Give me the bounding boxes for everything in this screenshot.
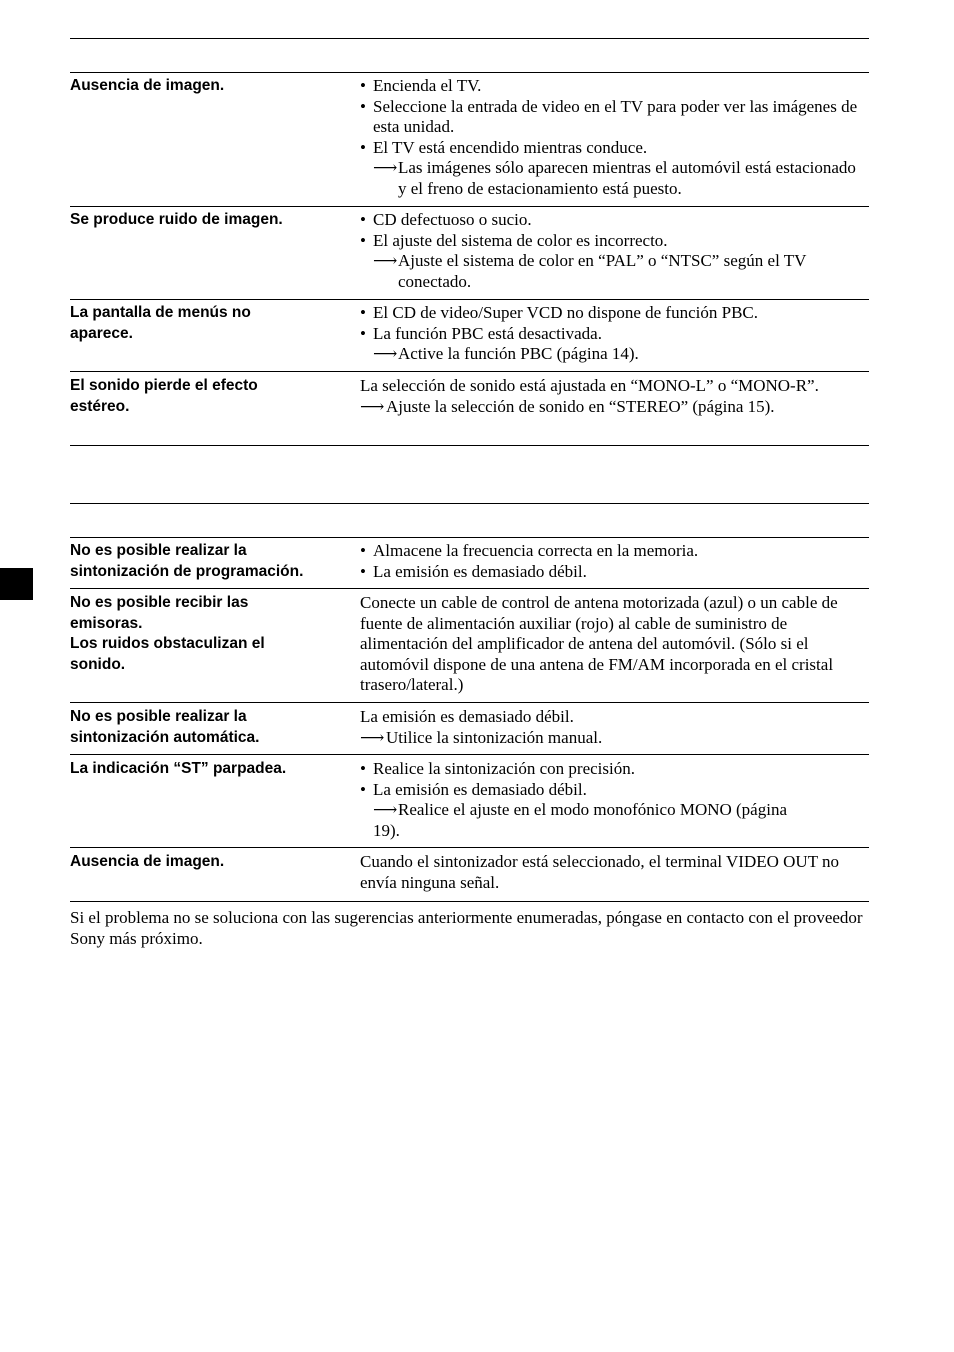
solution-text: Cuando el sintonizador está seleccionado, el terminal VIDEO OUT no envía ninguna señal. [360,852,840,892]
footer-note: Si el problema no se soluciona con las sugerencias anteriormente enumeradas, póngase en contacto con el proveedor Sony más próximo. [70,908,863,948]
remedy-item: ⟶ Ajuste la selección de sonido en “STEREO” (página 15). [360,396,775,416]
row-divider [70,206,869,207]
section-top-rule [70,503,869,504]
solution-cell [360,759,865,841]
row-divider [70,445,869,446]
list-item: • Realice la sintonización con precisión. [360,759,635,778]
list-item: • La emisión es demasiado débil. [360,779,587,799]
row-divider [70,847,869,848]
row-divider [70,371,869,372]
list-item: • La función PBC está desactivada. [360,323,602,343]
bullet-icon: • [360,759,366,778]
problem-label: La pantalla de menús no aparece. [70,304,251,342]
list-item: • El ajuste del sistema de color es incorrecto. [360,230,668,250]
row-divider [70,754,869,755]
solution-cell [360,707,865,748]
problem-label: El sonido pierde el efecto estéreo. [70,377,258,415]
solution-text: La emisión es demasiado débil. [360,707,574,726]
bullet-icon: • [360,779,366,799]
remedy-item: ⟶ Active la función PBC (página 14). [373,344,639,364]
solution-cell [360,303,865,365]
arrow-right-icon: ⟶ [373,800,398,820]
row-divider [70,901,869,902]
problem-label: Se produce ruido de imagen. [70,211,283,228]
arrow-right-icon: ⟶ [360,727,385,747]
list-item: • CD defectuoso o sucio. [360,210,532,229]
arrow-right-icon: ⟶ [360,396,385,416]
list-item: • La emisión es demasiado débil. [360,561,587,581]
solution-cell [360,593,865,696]
solution-cell [360,210,865,292]
solution-text: Conecte un cable de control de antena motorizada (azul) o un cable de fuente de alimentación auxiliar (rojo) al cable de suministro de alimentación del amplificador de antena del automóvil. (Sólo si el automóvil dispone de una antena de FM/AM incorporada en el cristal trasero/lateral.) [360,593,838,695]
list-item: • El TV está encendido mientras conduce. [360,137,648,157]
solution-cell [360,76,865,200]
remedy-item: ⟶ Ajuste el sistema de color en “PAL” o “NTSC” según el TV conectado. [373,251,807,291]
bullet-icon: • [360,303,366,322]
section-top-rule [70,38,869,39]
arrow-right-icon: ⟶ [373,344,398,364]
row-divider [70,702,869,703]
bullet-icon: • [360,561,366,581]
table-header-rule [70,72,869,73]
solution-cell [360,852,865,893]
bullet-icon: • [360,230,366,250]
remedy-item: ⟶ Las imágenes sólo aparecen mientras el automóvil está estacionado y el freno de estacionamiento está puesto. [373,158,856,198]
problem-label: No es posible recibir las emisoras. Los ruidos obstaculizan el sonido. [70,594,265,673]
solution-cell [360,376,865,417]
arrow-right-icon: ⟶ [373,158,398,178]
row-divider [70,588,869,589]
list-item: • Seleccione la entrada de video en el TV para poder ver las imágenes de esta unidad. [360,96,858,137]
arrow-right-icon: ⟶ [373,251,398,271]
problem-label: No es posible realizar la sintonización automática. [70,708,260,746]
problem-label: Ausencia de imagen. [70,77,225,94]
list-item: • Encienda el TV. [360,76,482,95]
bullet-icon: • [360,323,366,343]
problem-label: La indicación “ST” parpadea. [70,760,287,777]
table-header-rule [70,537,869,538]
bullet-icon: • [360,541,366,560]
row-divider [70,299,869,300]
problem-label: No es posible realizar la sintonización de programación. [70,542,304,580]
list-item: • Almacene la frecuencia correcta en la memoria. [360,541,699,560]
bullet-icon: • [360,210,366,229]
bullet-icon: • [360,76,366,95]
remedy-item: ⟶ Utilice la sintonización manual. [360,727,603,747]
remedy-item: ⟶ Realice el ajuste en el modo monofónico MONO (página 19). [373,800,787,840]
bullet-icon: • [360,137,366,157]
solution-text: La selección de sonido está ajustada en “MONO-L” o “MONO-R”. [360,376,819,395]
section-tab-marker [0,568,33,600]
solution-cell [360,541,865,582]
bullet-icon: • [360,96,366,116]
problem-label: Ausencia de imagen. [70,853,225,870]
list-item: • El CD de video/Super VCD no dispone de función PBC. [360,303,758,322]
